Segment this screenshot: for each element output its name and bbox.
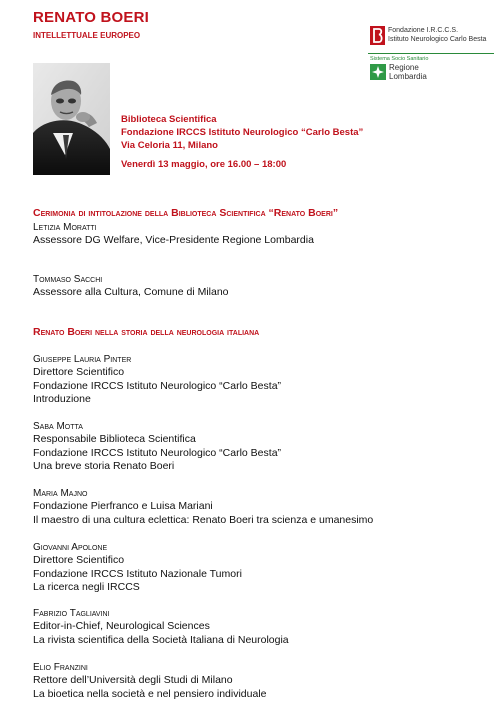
speaker-block — [33, 487, 373, 527]
speaker-detail: Fondazione Pierfranco e Luisa Mariani — [33, 500, 213, 512]
speaker-block — [33, 221, 314, 248]
besta-logo-line1: Fondazione I.R.C.C.S. — [388, 27, 459, 34]
logo-divider — [368, 53, 494, 54]
speaker-detail: Fondazione IRCCS Istituto Nazionale Tumori — [33, 567, 242, 580]
venue-line2: Fondazione IRCCS Istituto Neurologico “Carlo Besta” — [121, 127, 364, 138]
speaker-detail: Rettore dell’Università degli Studi di Milano — [33, 674, 233, 686]
besta-logo-line2: Istituto Neurologico Carlo Besta — [388, 36, 487, 43]
speaker-talk: Introduzione — [33, 393, 91, 405]
event-datetime: Venerdì 13 maggio, ore 16.00 – 18:00 — [121, 159, 287, 170]
region-logo-tag: Sistema Socio Sanitario — [370, 56, 429, 62]
section2-heading: Renato Boeri nella storia della neurologia italiana — [33, 326, 260, 338]
region-logo-mark — [370, 64, 386, 80]
region-logo-line2: Lombardia — [389, 72, 427, 81]
speaker-talk: La bioetica nella società e nel pensiero individuale — [33, 687, 267, 700]
speaker-name: Giuseppe Lauria Pinter — [33, 354, 132, 365]
venue-line3: Via Celoria 11, Milano — [121, 140, 218, 151]
speaker-name: Fabrizio Tagliavini — [33, 608, 110, 619]
speaker-name: Saba Motta — [33, 421, 83, 432]
speaker-block — [33, 541, 242, 595]
speaker-detail: Editor-in-Chief, Neurological Sciences — [33, 620, 210, 632]
speaker-talk: La rivista scientifica della Società Italiana di Neurologia — [33, 633, 289, 646]
portrait-photo — [33, 63, 110, 175]
speaker-detail: Assessore DG Welfare, Vice-Presidente Regione Lombardia — [33, 234, 314, 246]
speaker-talk: La ricerca negli IRCCS — [33, 581, 140, 593]
section1-heading: Cerimonia di intitolazione della Biblioteca Scientifica “Renato Boeri” — [33, 207, 339, 219]
speaker-name: Giovanni Apolone — [33, 542, 108, 553]
speaker-detail: Fondazione IRCCS Istituto Neurologico “Carlo Besta” — [33, 446, 282, 459]
speaker-block — [33, 353, 281, 407]
speaker-name: Maria Majno — [33, 488, 88, 499]
speaker-detail: Direttore Scientifico — [33, 366, 125, 378]
speaker-detail: Assessore alla Cultura, Comune di Milano — [33, 286, 229, 298]
speaker-detail: Responsabile Biblioteca Scientifica — [33, 433, 196, 445]
venue-line1: Biblioteca Scientifica — [121, 114, 217, 125]
speaker-block — [33, 661, 267, 701]
speaker-talk: Una breve storia Renato Boeri — [33, 460, 175, 472]
page-title: RENATO BOERI — [33, 9, 150, 26]
besta-logo-mark — [370, 26, 385, 45]
speaker-detail: Direttore Scientifico — [33, 554, 125, 566]
speaker-detail: Fondazione IRCCS Istituto Neurologico “Carlo Besta” — [33, 379, 282, 392]
region-logo-line1: Regione — [389, 63, 419, 72]
speaker-block — [33, 607, 289, 647]
speaker-name: Elio Franzini — [33, 662, 88, 673]
speaker-name: Letizia Moratti — [33, 222, 97, 233]
speaker-block — [33, 420, 281, 474]
speaker-talk: Il maestro di una cultura eclettica: Renato Boeri tra scienza e umanesimo — [33, 513, 374, 526]
page-subtitle: INTELLETTUALE EUROPEO — [33, 31, 141, 40]
speaker-name: Tommaso Sacchi — [33, 274, 103, 285]
besta-logo — [370, 26, 495, 48]
speaker-block — [33, 273, 229, 300]
